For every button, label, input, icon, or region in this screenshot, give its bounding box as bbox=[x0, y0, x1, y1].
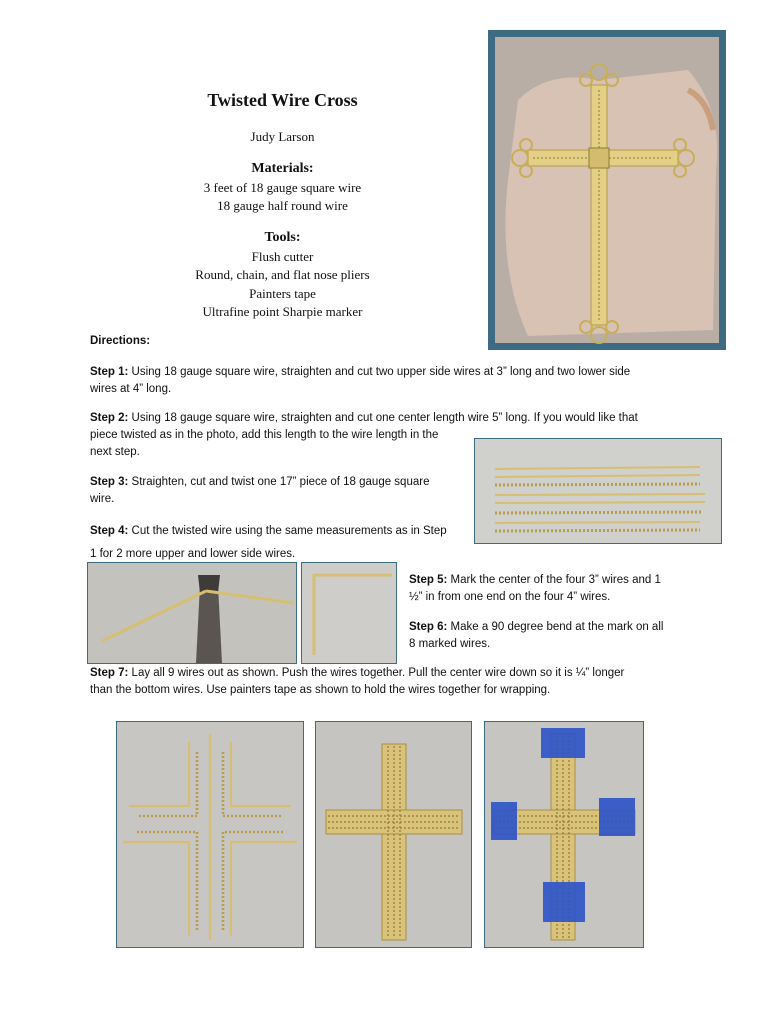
step-text: wires at 4” long. bbox=[90, 383, 172, 395]
cut-wires-image bbox=[475, 439, 721, 543]
step-1 bbox=[90, 364, 690, 398]
wires-pushed-together-photo bbox=[315, 721, 472, 948]
step-text: than the bottom wires. Use painters tape as shown to hold the wires together for wrapping. bbox=[90, 684, 551, 696]
materials-item: 3 feet of 18 gauge square wire bbox=[203, 179, 362, 195]
step-text: Cut the twisted wire using the same measurements as in Step bbox=[131, 525, 447, 537]
step-4 bbox=[90, 520, 470, 566]
step-label: Step 6: bbox=[409, 621, 448, 633]
materials-heading: Materials: bbox=[251, 161, 314, 176]
step-text: Lay all 9 wires out as shown. Push the wires together. Pull the center wire down so it is ¼” longer bbox=[131, 667, 625, 679]
finished-cross-image bbox=[488, 30, 726, 350]
cut-wires-photo bbox=[474, 438, 722, 544]
step-text: Make a 90 degree bend at the mark on all bbox=[450, 621, 664, 633]
taped-wires-image bbox=[485, 722, 643, 947]
pliers-bending-photo bbox=[87, 562, 297, 664]
step-text: Using 18 gauge square wire, straighten and cut two upper side wires at 3” long and two lower side bbox=[131, 366, 631, 378]
wires-laid-out-image bbox=[117, 722, 303, 947]
pliers-bending-image bbox=[88, 563, 296, 663]
step-text: piece twisted as in the photo, add this length to the wire length in the bbox=[90, 429, 439, 441]
step-3 bbox=[90, 474, 470, 508]
step-label: Step 4: bbox=[90, 525, 129, 537]
step-label: Step 3: bbox=[90, 476, 129, 488]
step-label: Step 7: bbox=[90, 667, 129, 679]
wires-pushed-together-image bbox=[316, 722, 471, 947]
step-label: Step 1: bbox=[90, 366, 129, 378]
materials-section bbox=[150, 160, 415, 216]
finished-cross-photo bbox=[488, 30, 726, 350]
tools-section bbox=[150, 229, 415, 322]
step-6 bbox=[409, 619, 709, 653]
step-7 bbox=[90, 665, 700, 699]
bent-wire-image bbox=[302, 563, 396, 663]
wires-laid-out-photo bbox=[116, 721, 304, 948]
directions-heading: Directions: bbox=[90, 335, 151, 347]
step-text: 1 for 2 more upper and lower side wires. bbox=[90, 548, 296, 560]
step-text: 8 marked wires. bbox=[409, 638, 491, 650]
step-label: Step 5: bbox=[409, 574, 448, 586]
author-name: Judy Larson bbox=[250, 129, 315, 144]
step-5 bbox=[409, 572, 709, 606]
taped-wires-photo bbox=[484, 721, 644, 948]
tools-item: Flush cutter bbox=[251, 248, 314, 264]
step-text: Mark the center of the four 3” wires and 1 bbox=[450, 574, 661, 586]
tools-item: Painters tape bbox=[249, 285, 316, 301]
bent-wire-photo bbox=[301, 562, 397, 664]
document-title: Twisted Wire Cross bbox=[207, 90, 358, 110]
step-label: Step 2: bbox=[90, 412, 129, 424]
tools-heading: Tools: bbox=[264, 230, 301, 245]
tools-item: Round, chain, and flat nose pliers bbox=[195, 267, 370, 282]
tools-item: Ultrafine point Sharpie marker bbox=[202, 304, 363, 319]
step-text: ½” in from one end on the four 4” wires. bbox=[409, 591, 611, 603]
step-text: Straighten, cut and twist one 17” piece of 18 gauge square bbox=[131, 476, 430, 488]
step-text: wire. bbox=[90, 493, 115, 505]
step-text: Using 18 gauge square wire, straighten and cut one center length wire 5” long. If you would like that bbox=[131, 412, 638, 424]
materials-item: 18 gauge half round wire bbox=[217, 198, 348, 213]
step-text: next step. bbox=[90, 446, 140, 458]
